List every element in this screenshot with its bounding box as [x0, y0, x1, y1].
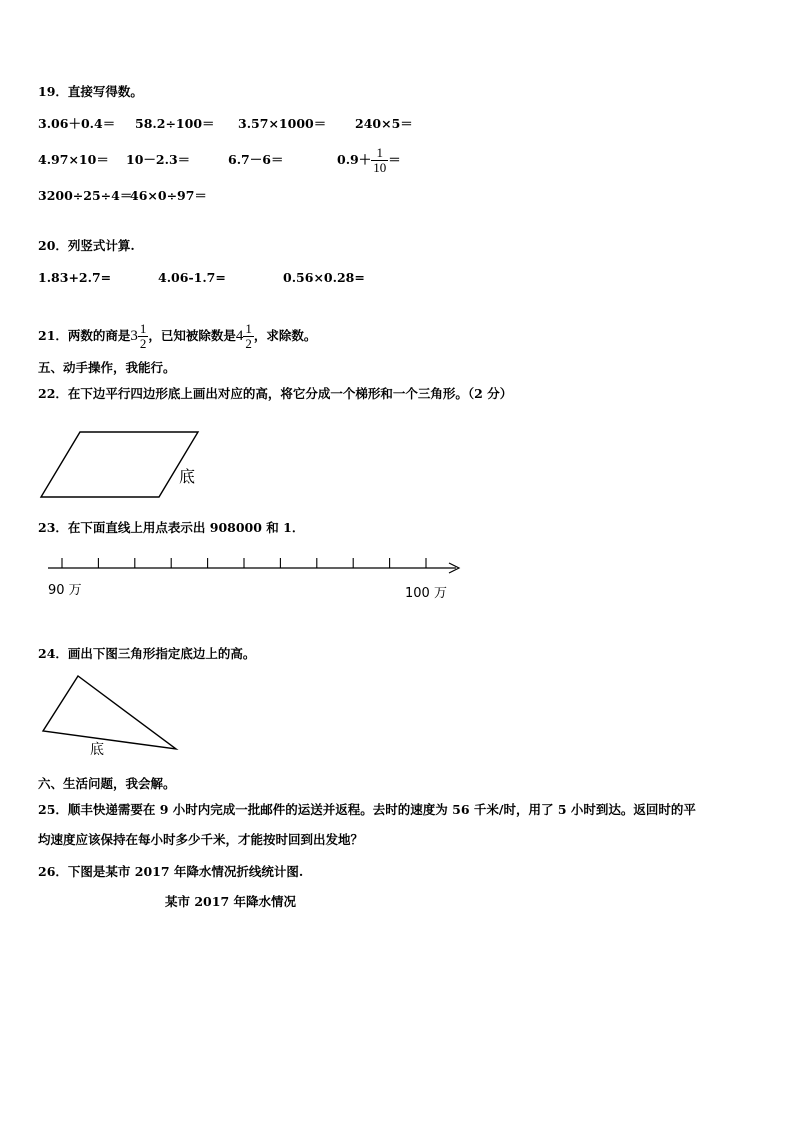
q21-suffix: ，求除数。: [253, 328, 317, 343]
fraction-numerator: 1: [139, 320, 147, 336]
triangle-base-label: 底: [90, 742, 104, 758]
q20-item-1: 1.83+2.7=: [38, 270, 112, 285]
fraction-denominator: 10: [373, 160, 387, 175]
q24-title: 24．画出下图三角形指定底边上的高。: [38, 646, 256, 661]
q26-title: 26．下图是某市 2017 年降水情况折线统计图.: [38, 864, 304, 879]
fraction-numerator: 1: [245, 320, 252, 336]
q25-line-2: 均速度应该保持在每小时多少千米，才能按时回到出发地？: [38, 832, 364, 847]
q19-item-8-prefix: 0.9＋: [337, 152, 372, 167]
q19-item-3: 3.57×1000＝: [238, 116, 327, 131]
q19-item-6: 10－2.3＝: [126, 152, 191, 167]
section-5-heading: 五、动手操作，我能行。: [38, 360, 176, 375]
q19-item-9: 3200÷25÷4＝: [38, 188, 133, 203]
q19-item-5: 4.97×10＝: [38, 152, 109, 167]
q20-item-2: 4.06-1.7=: [158, 270, 226, 285]
triangle-shape: [43, 676, 176, 749]
q21-mid: ，已知被除数是: [148, 328, 236, 343]
number-line: [48, 558, 459, 573]
fraction-denominator: 2: [245, 335, 252, 351]
fraction-denominator: 2: [139, 335, 147, 351]
parallelogram-shape: [41, 432, 198, 497]
number-line-start-label: 90 万: [48, 583, 82, 598]
q19-item-10: 46×0÷97＝: [130, 188, 207, 203]
q19-item-1: 3.06＋0.4＝: [38, 116, 116, 131]
number-line-end-label: 100 万: [405, 586, 447, 601]
q19-item-7: 6.7－6＝: [228, 152, 284, 167]
q20-item-3: 0.56×0.28=: [283, 270, 365, 285]
q19-item-8-suffix: ＝: [388, 152, 401, 167]
q19-title: 19．直接写得数。: [38, 84, 143, 99]
number-line-ticks: [62, 558, 426, 568]
mixed-whole: 4: [235, 328, 244, 344]
q21-prefix: 21．两数的商是: [38, 328, 131, 343]
q22-title: 22．在下边平行四边形底上画出对应的高，将它分成一个梯形和一个三角形。（2 分）: [38, 386, 513, 401]
section-6-heading: 六、生活问题，我会解。: [38, 776, 176, 791]
q26-chart-title: 某市 2017 年降水情况: [165, 894, 296, 909]
q19-item-2: 58.2÷100＝: [135, 116, 215, 131]
q25-line-1: 25．顺丰快递需要在 9 小时内完成一批邮件的运送并返程。去时的速度为 56 千米/时，用了 5 小时到达。返回时的平: [38, 802, 696, 817]
q23-title: 23．在下面直线上用点表示出 908000 和 1．: [38, 520, 305, 535]
mixed-whole: 3: [130, 328, 138, 344]
q19-item-4: 240×5＝: [355, 116, 413, 131]
q20-title: 20．列竖式计算.: [38, 238, 135, 253]
parallelogram-base-label: 底: [179, 467, 196, 486]
fraction-numerator: 1: [371, 146, 388, 161]
